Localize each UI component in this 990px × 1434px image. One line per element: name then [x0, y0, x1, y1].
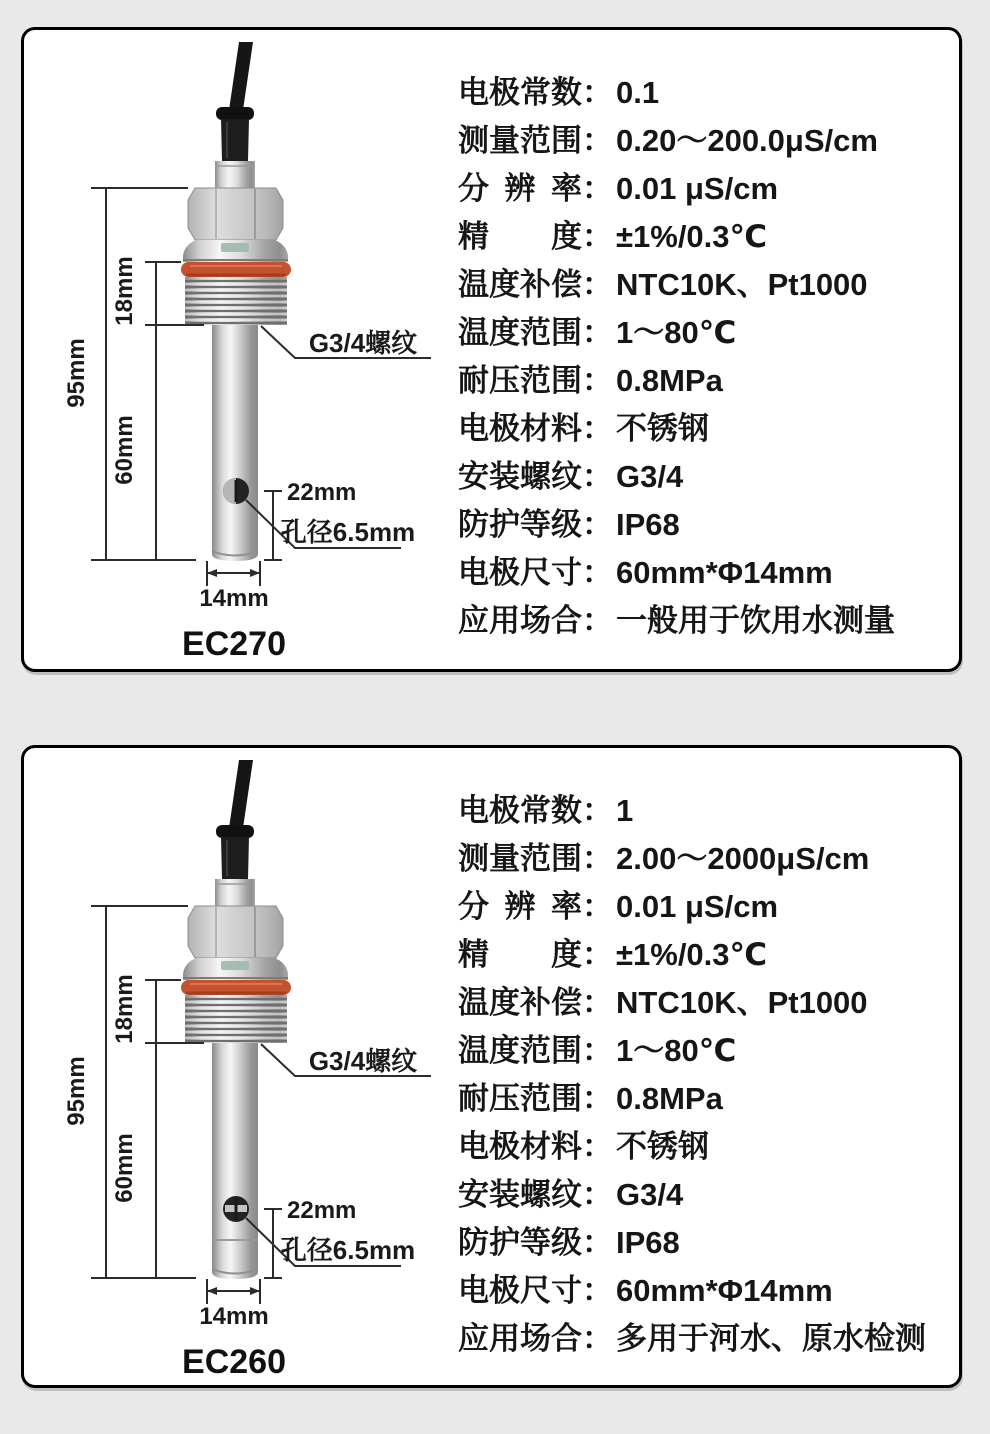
spec-row: [458, 117, 895, 165]
spec-label: 电极材料: [458, 411, 582, 446]
spec-label: 防护等级: [458, 507, 582, 542]
spec-colon: ：: [582, 315, 613, 350]
spec-label: 温度补偿: [458, 267, 582, 302]
spec-row: [458, 261, 895, 309]
spec-value: 1～80℃: [616, 315, 737, 350]
dimension-label-body-length: 60mm: [111, 415, 138, 485]
spec-label: 测量范围: [458, 123, 582, 158]
neck: [215, 161, 255, 188]
spec-colon: ：: [582, 1081, 613, 1116]
spec-value: ±1%/0.3℃: [616, 937, 768, 972]
dimension-label-overall: 95mm: [63, 338, 90, 408]
spec-value: 0.20～200.0μS/cm: [616, 123, 878, 158]
spec-colon: ：: [582, 889, 613, 924]
spec-label: 电极常数: [458, 75, 582, 110]
spec-label: 电极常数: [458, 793, 582, 828]
spec-label: 安装螺纹: [458, 459, 582, 494]
strain-relief: [221, 119, 249, 161]
spec-colon: ：: [582, 1273, 613, 1308]
spec-row: [458, 213, 895, 261]
spec-colon: ：: [582, 1033, 613, 1068]
spec-value: 多用于河水、原水检测: [616, 1321, 926, 1356]
spec-value: 0.1: [616, 75, 660, 110]
electrode-hole: [223, 478, 249, 504]
spec-label: 应用场合: [458, 603, 582, 638]
spec-colon: ：: [582, 219, 613, 254]
spec-row: [458, 787, 926, 835]
spec-value: NTC10K、Pt1000: [616, 985, 868, 1020]
spec-value: ±1%/0.3℃: [616, 219, 768, 254]
spec-colon: ：: [582, 937, 613, 972]
electrode-body: [212, 1043, 258, 1279]
model-label: EC270: [182, 625, 286, 663]
dimension-label-overall: 95mm: [63, 1056, 90, 1126]
spec-colon: ：: [582, 603, 613, 638]
spec-value: 2.00～2000μS/cm: [616, 841, 870, 876]
spec-row: [458, 979, 926, 1027]
spec-colon: ：: [582, 841, 613, 876]
spec-colon: ：: [582, 75, 613, 110]
dimension-label-hole-to-tip: 22mm: [287, 1197, 357, 1224]
dimension-label-thread-length: 18mm: [111, 256, 138, 326]
thread-spec-label: G3/4螺纹: [308, 328, 418, 358]
electrode-illustration: [181, 760, 291, 1279]
spec-label: 精度: [458, 937, 582, 972]
spec-row: [458, 597, 895, 645]
spec-value: G3/4: [616, 1177, 684, 1212]
spec-row: [458, 69, 895, 117]
spec-label: 测量范围: [458, 841, 582, 876]
spec-row: [458, 1123, 926, 1171]
sensor-diagram-ec270: [24, 30, 454, 669]
cable-flare: [216, 825, 254, 838]
spec-colon: ：: [582, 123, 613, 158]
thread-spec-label: G3/4螺纹: [308, 1046, 418, 1076]
spec-value: 不锈钢: [616, 1129, 709, 1164]
spec-row: [458, 1171, 926, 1219]
spec-row: [458, 357, 895, 405]
spec-label: 应用场合: [458, 1321, 582, 1356]
spec-value: 0.8MPa: [616, 1081, 723, 1116]
spec-row: [458, 501, 895, 549]
spec-colon: ：: [582, 793, 613, 828]
spec-value: IP68: [616, 507, 680, 542]
spec-row: [458, 883, 926, 931]
spec-value: 0.01 μS/cm: [616, 889, 779, 924]
neck: [215, 879, 255, 906]
dimension-label-hole-to-tip: 22mm: [287, 479, 357, 506]
spec-row: [458, 1219, 926, 1267]
spec-row: [458, 165, 895, 213]
spec-value: 一般用于饮用水测量: [616, 603, 895, 638]
spec-label: 精度: [458, 219, 582, 254]
spec-row: [458, 1267, 926, 1315]
spec-colon: ：: [582, 1321, 613, 1356]
spec-row: [458, 1027, 926, 1075]
spec-colon: ：: [582, 411, 613, 446]
spec-value: G3/4: [616, 459, 684, 494]
electrode-illustration: [181, 42, 291, 561]
cable: [229, 42, 253, 110]
spec-label: 温度范围: [458, 315, 582, 350]
spec-label: 电极尺寸: [458, 555, 582, 590]
cable: [229, 760, 253, 828]
spec-colon: ：: [582, 507, 613, 542]
spec-value: 60mm*Φ14mm: [616, 555, 833, 590]
dimension-label-body-length: 60mm: [111, 1133, 138, 1203]
thread-section: [185, 995, 287, 1043]
dimension-label-diameter: 14mm: [199, 1303, 269, 1330]
spec-value: 0.01 μS/cm: [616, 171, 779, 206]
spec-row: [458, 835, 926, 883]
spec-label: 电极尺寸: [458, 1273, 582, 1308]
dimension-label-thread-length: 18mm: [111, 974, 138, 1044]
spec-label: 分辨率: [458, 171, 582, 206]
thread-section: [185, 277, 287, 325]
spec-label: 温度范围: [458, 1033, 582, 1068]
spec-value: 0.8MPa: [616, 363, 723, 398]
spec-colon: ：: [582, 171, 613, 206]
spec-row: [458, 405, 895, 453]
spec-colon: ：: [582, 267, 613, 302]
spec-row: [458, 453, 895, 501]
spec-label: 安装螺纹: [458, 1177, 582, 1212]
hole-diameter-label: 孔径6.5mm: [280, 517, 416, 547]
model-label: EC260: [182, 1343, 286, 1381]
spec-label: 分辨率: [458, 889, 582, 924]
spec-colon: ：: [582, 459, 613, 494]
spec-label: 耐压范围: [458, 363, 582, 398]
spec-row: [458, 309, 895, 357]
product-card-ec260: [21, 745, 962, 1388]
hex-nut: [188, 906, 283, 958]
electrode-hole: [223, 1196, 249, 1222]
strain-relief: [221, 837, 249, 879]
spec-colon: ：: [582, 1177, 613, 1212]
hex-nut: [188, 188, 283, 240]
cable-flare: [216, 107, 254, 120]
spec-label: 电极材料: [458, 1129, 582, 1164]
spec-row: [458, 1075, 926, 1123]
spec-row: [458, 549, 895, 597]
spec-row: [458, 1315, 926, 1363]
spec-colon: ：: [582, 555, 613, 590]
spec-list-ec270: [458, 69, 895, 645]
dimension-label-diameter: 14mm: [199, 585, 269, 612]
spec-colon: ：: [582, 985, 613, 1020]
product-card-ec270: [21, 27, 962, 672]
spec-label: 耐压范围: [458, 1081, 582, 1116]
spec-value: 1～80℃: [616, 1033, 737, 1068]
spec-list-ec260: [458, 787, 926, 1363]
spec-colon: ：: [582, 1129, 613, 1164]
spec-colon: ：: [582, 1225, 613, 1260]
spec-value: 1: [616, 793, 634, 828]
spec-row: [458, 931, 926, 979]
spec-value: IP68: [616, 1225, 680, 1260]
sensor-diagram-ec260: [24, 748, 454, 1387]
spec-label: 温度补偿: [458, 985, 582, 1020]
spec-value: 不锈钢: [616, 411, 709, 446]
hole-diameter-label: 孔径6.5mm: [280, 1235, 416, 1265]
spec-value: 60mm*Φ14mm: [616, 1273, 833, 1308]
spec-value: NTC10K、Pt1000: [616, 267, 868, 302]
electrode-body: [212, 325, 258, 561]
spec-colon: ：: [582, 363, 613, 398]
spec-label: 防护等级: [458, 1225, 582, 1260]
